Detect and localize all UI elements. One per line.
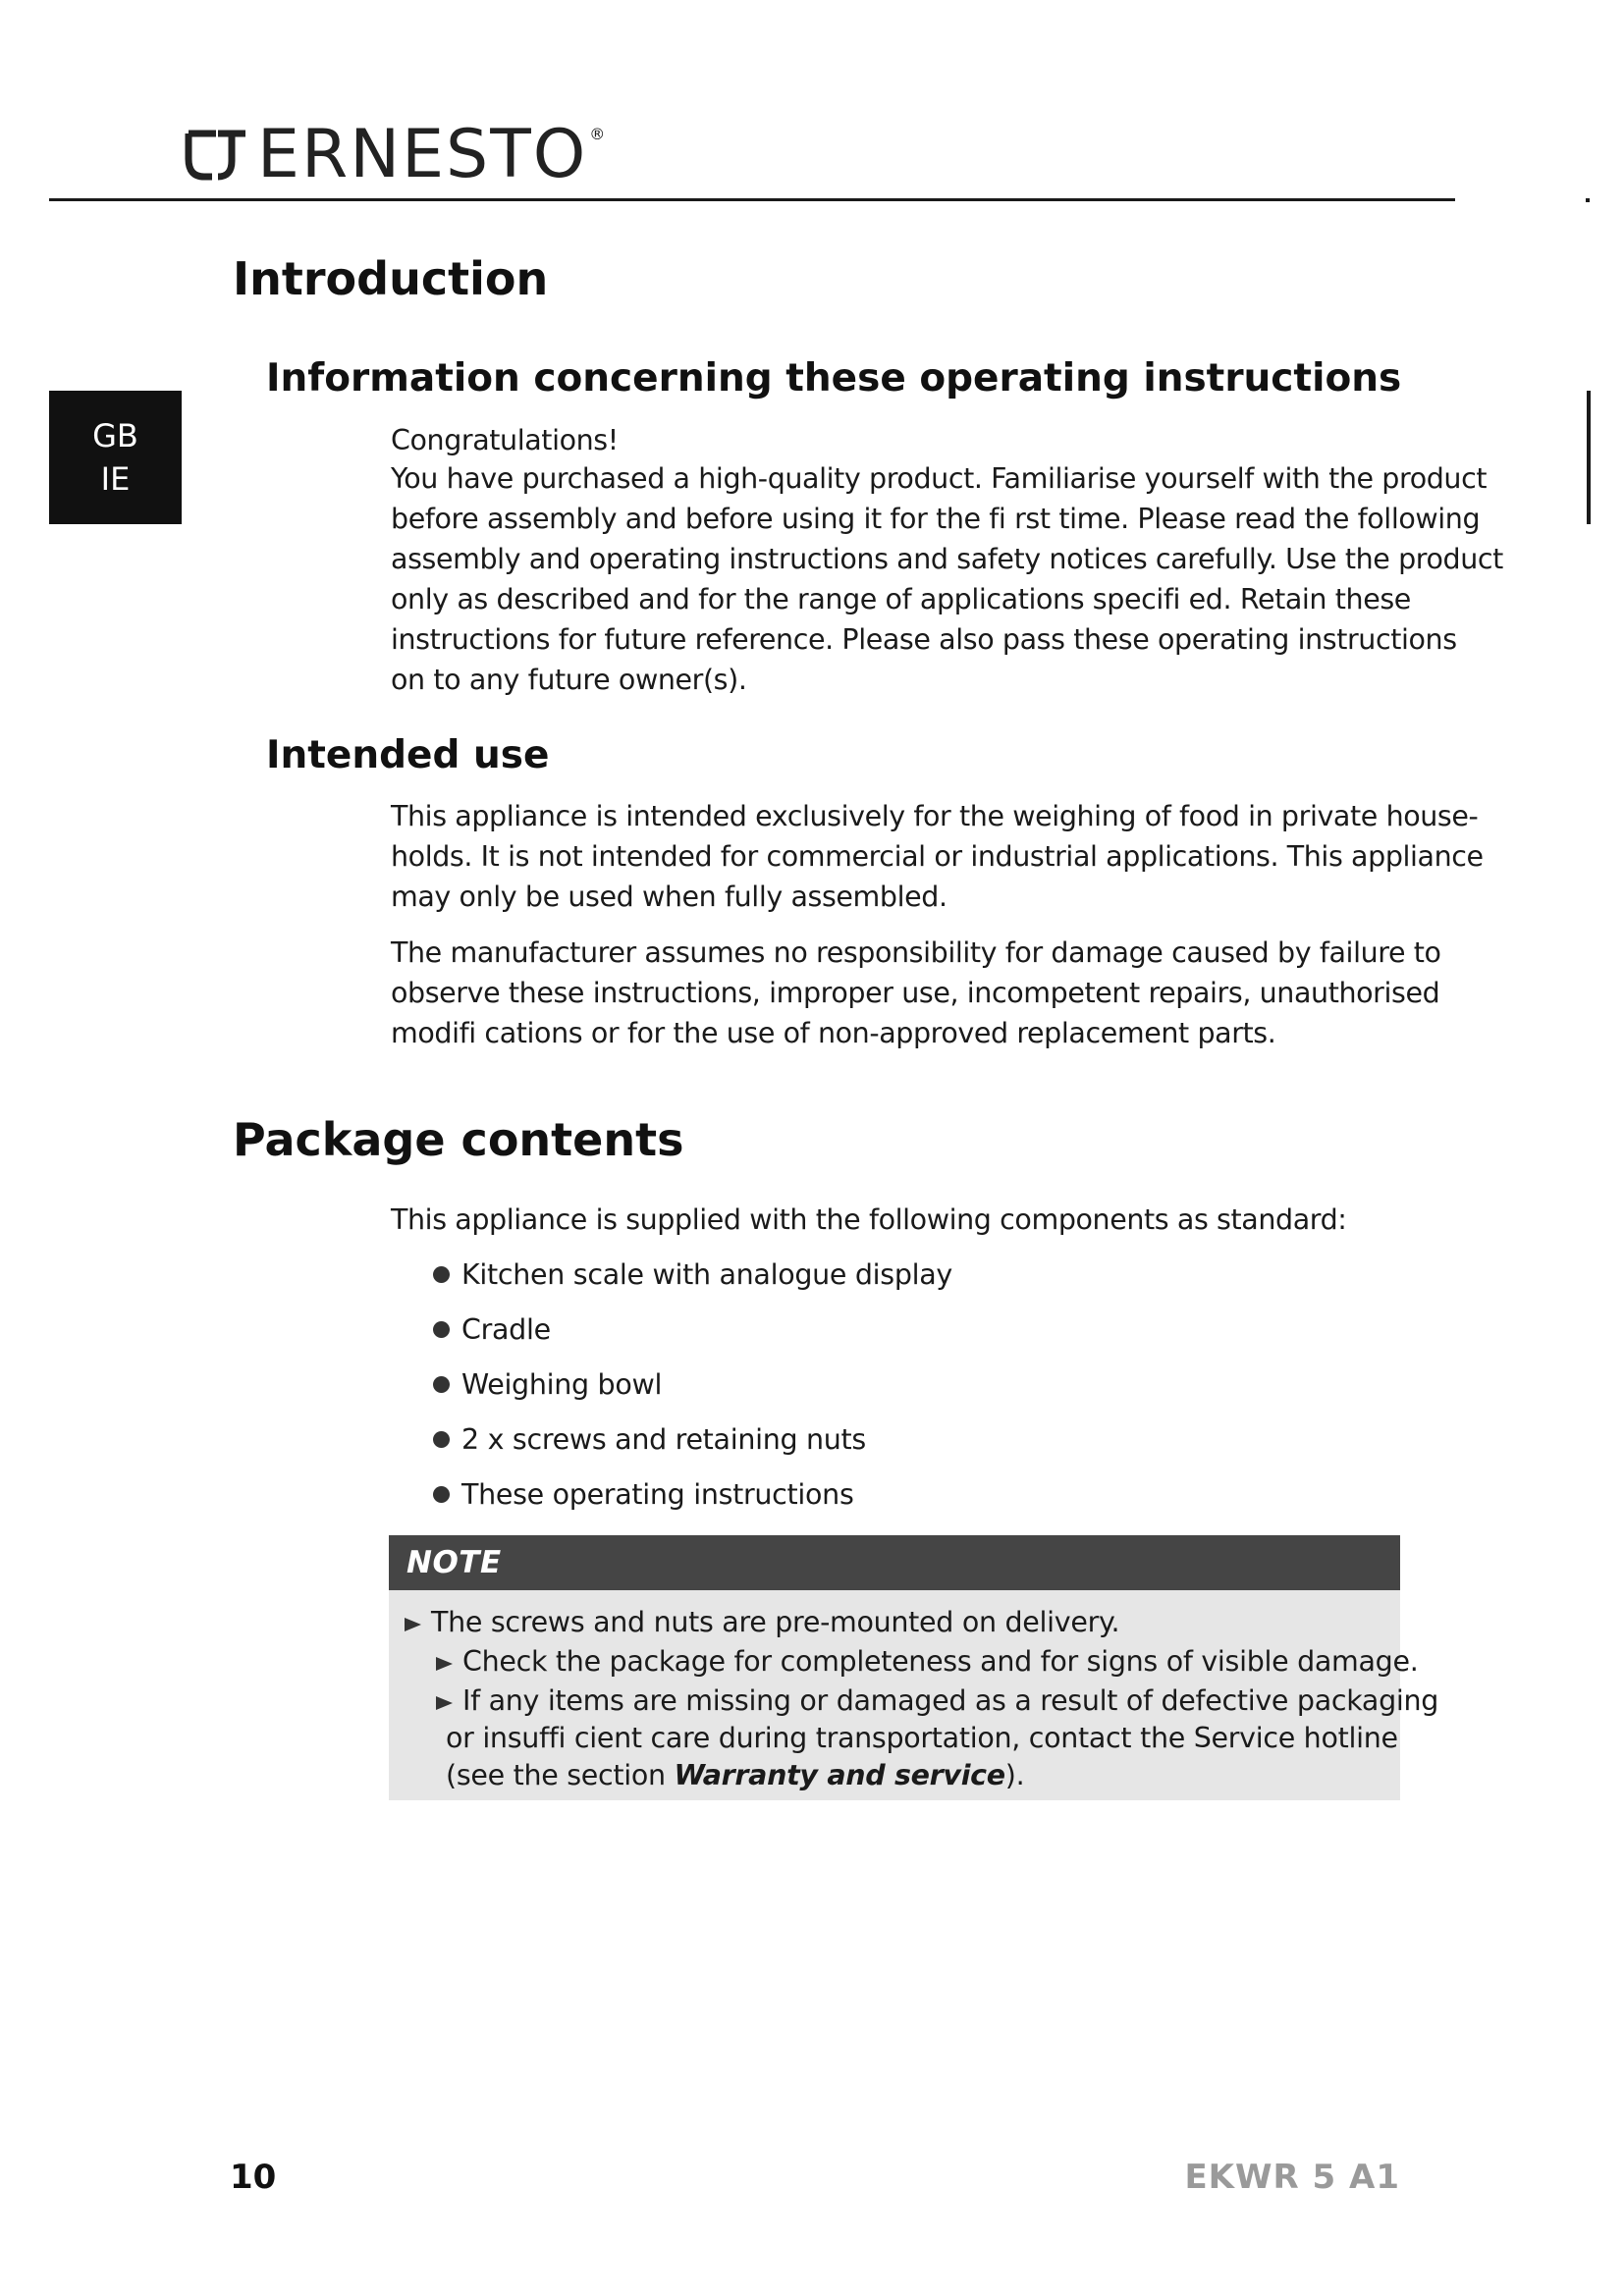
- intended-use-heading: Intended use: [266, 733, 550, 777]
- note-text: Check the package for completeness and for signs of visible damage.: [462, 1645, 1419, 1678]
- info-line: Congratulations!: [391, 424, 619, 456]
- intended-use-line: This appliance is intended exclusively for the weighing of food in private house-: [391, 800, 1479, 832]
- note-item: [405, 1604, 1119, 1641]
- info-section-heading: Information concerning these operating instructions: [266, 356, 1402, 400]
- note-text: (see the section: [446, 1759, 675, 1791]
- list-item-label: Weighing bowl: [461, 1368, 663, 1401]
- info-line: on to any future owner(s).: [391, 664, 747, 696]
- header-rule: [49, 198, 1455, 201]
- brand-name: ERNESTO: [257, 116, 588, 193]
- intended-use-paragraph-1: [391, 796, 1484, 917]
- list-item: [433, 1474, 952, 1529]
- ernesto-logo-icon: [183, 126, 251, 185]
- language-code-gb: GB: [92, 417, 138, 454]
- info-line: instructions for future reference. Please also pass these operating instructions: [391, 623, 1457, 656]
- info-line: assembly and operating instructions and safety notices carefully. Use the product: [391, 543, 1503, 575]
- info-section-text: [391, 423, 1503, 700]
- intended-use-line: modifi cations or for the use of non-approved replacement parts.: [391, 1017, 1276, 1049]
- note-text: or insuffi cient care during transportation, contact the Service hotline: [446, 1722, 1398, 1754]
- intended-use-line: may only be used when fully assembled.: [391, 881, 947, 913]
- registered-mark: ®: [589, 124, 606, 143]
- list-item: [433, 1255, 952, 1309]
- list-item: [433, 1419, 952, 1474]
- edge-marker-bar: [1587, 391, 1591, 524]
- info-line: You have purchased a high-quality product. Familiarise yourself with the product: [391, 462, 1488, 495]
- arrow-right-icon: [436, 1696, 453, 1710]
- note-text: The screws and nuts are pre-mounted on delivery.: [431, 1606, 1120, 1638]
- list-item-label: Kitchen scale with analogue display: [461, 1258, 952, 1291]
- package-contents-heading: Package contents: [233, 1113, 684, 1166]
- package-contents-list: [433, 1255, 952, 1529]
- intended-use-paragraph-2: [391, 933, 1441, 1053]
- model-number: EKWR 5 A1: [1184, 2158, 1400, 2197]
- list-item-label: 2 x screws and retaining nuts: [461, 1423, 866, 1456]
- intended-use-line: observe these instructions, improper use, incompetent repairs, unauthorised: [391, 977, 1440, 1009]
- list-item: [433, 1364, 952, 1419]
- intended-use-line: holds. It is not intended for commercial or industrial applications. This appliance: [391, 840, 1484, 873]
- edge-mark: [1586, 198, 1590, 202]
- package-contents-intro: This appliance is supplied with the following components as standard:: [391, 1203, 1347, 1236]
- list-item-label: Cradle: [461, 1313, 551, 1346]
- page-number: 10: [230, 2158, 277, 2197]
- language-tab: [49, 391, 182, 524]
- brand-logo: [183, 116, 605, 194]
- list-item-label: These operating instructions: [461, 1478, 854, 1511]
- bullet-dot-icon: [433, 1321, 450, 1338]
- note-text: If any items are missing or damaged as a result of defective packaging: [462, 1684, 1439, 1717]
- list-item: [433, 1309, 952, 1364]
- bullet-dot-icon: [433, 1486, 450, 1503]
- note-text: ).: [1004, 1759, 1025, 1791]
- note-section-reference: Warranty and service: [674, 1759, 1005, 1791]
- bullet-dot-icon: [433, 1431, 450, 1448]
- info-line: only as described and for the range of applications specifi ed. Retain these: [391, 583, 1411, 615]
- info-line: before assembly and before using it for the fi rst time. Please read the following: [391, 503, 1481, 535]
- bullet-dot-icon: [433, 1266, 450, 1283]
- introduction-heading: Introduction: [233, 252, 549, 305]
- bullet-dot-icon: [433, 1376, 450, 1393]
- note-box: [389, 1535, 1439, 1800]
- note-header: NOTE: [389, 1535, 1400, 1590]
- intended-use-line: The manufacturer assumes no responsibility for damage caused by failure to: [391, 936, 1441, 969]
- language-code-ie: IE: [100, 460, 131, 498]
- note-item: [446, 1757, 1024, 1794]
- note-item: [436, 1682, 1438, 1720]
- arrow-right-icon: [405, 1618, 421, 1631]
- arrow-right-icon: [436, 1657, 453, 1671]
- note-item: [436, 1643, 1418, 1681]
